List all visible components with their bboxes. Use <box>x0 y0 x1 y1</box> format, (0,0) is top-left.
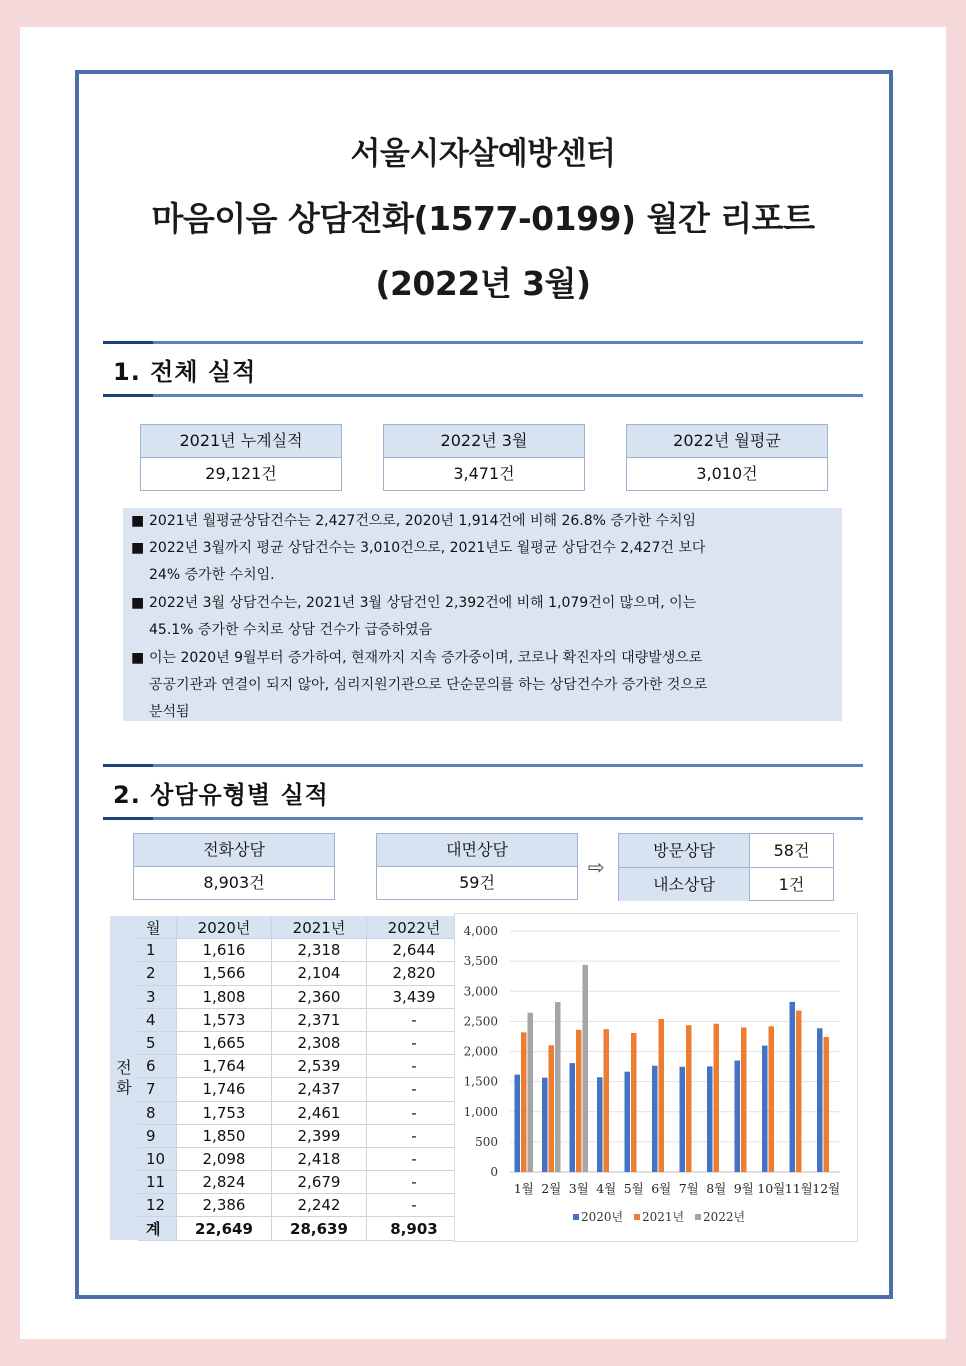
y-tick-label: 3,000 <box>463 984 498 999</box>
table-cell: 2,820 <box>367 962 462 985</box>
table-cell: 12 <box>138 1194 177 1217</box>
table-cell: 2,437 <box>272 1078 367 1101</box>
walkin-counseling-label: 내소상담 <box>619 868 750 901</box>
table-cell: 2,242 <box>272 1194 367 1217</box>
table-cell: 1,764 <box>177 1055 272 1078</box>
table-cell: 2,644 <box>367 939 462 962</box>
monthly-phone-table <box>110 916 461 1241</box>
table-header: 월 <box>138 916 177 939</box>
kpi-label: 2021년 누계실적 <box>141 425 341 458</box>
bar-2021년 <box>714 1024 720 1172</box>
table-cell: 1,566 <box>177 962 272 985</box>
table-cell: 6 <box>138 1055 177 1078</box>
table-row <box>110 1031 461 1054</box>
y-tick-label: 4,000 <box>463 924 498 938</box>
table-cell: 1,850 <box>177 1124 272 1147</box>
table-cell: 2,318 <box>272 939 367 962</box>
note-item <box>131 645 837 726</box>
section1-header <box>103 341 863 397</box>
bar-2020년 <box>515 1075 521 1172</box>
table-cell: 11 <box>138 1171 177 1194</box>
table-cell: 3 <box>138 985 177 1008</box>
face-counseling-label: 대면상담 <box>377 834 577 867</box>
report-title-line2: 마음이음 상담전화(1577-0199) 월간 리포트 <box>151 199 815 238</box>
bullet-square-icon: ■ <box>131 513 145 529</box>
table-cell: 2,539 <box>272 1055 367 1078</box>
visit-counseling-label: 방문상담 <box>619 834 750 867</box>
table-cell: 2,679 <box>272 1171 367 1194</box>
table-cell: 9 <box>138 1124 177 1147</box>
legend-swatch <box>634 1214 640 1220</box>
bar-2020년 <box>735 1061 741 1172</box>
table-total-cell: 계 <box>138 1217 177 1240</box>
phone-counseling-box <box>133 833 335 900</box>
bar-2022년 <box>555 1002 561 1172</box>
table-header: 2021년 <box>272 916 367 939</box>
note-text: 2022년 3월 상담건수는, 2021년 3월 상담건인 2,392건에 비해 1,079건이 많으며, 이는 <box>149 595 697 611</box>
table-row <box>110 985 461 1008</box>
table-cell: 2,461 <box>272 1101 367 1124</box>
table-row <box>110 1171 461 1194</box>
table-cell: 1 <box>138 939 177 962</box>
y-tick-label: 500 <box>475 1134 498 1149</box>
note-text-cont: 분석됨 <box>149 704 190 720</box>
x-tick-label: 1월 <box>513 1181 534 1196</box>
y-tick-label: 2,000 <box>463 1044 498 1059</box>
bar-2021년 <box>741 1027 747 1172</box>
bar-2020년 <box>680 1067 686 1172</box>
section2-title: 2. 상담유형별 실적 <box>113 781 329 809</box>
table-cell: 7 <box>138 1078 177 1101</box>
bar-2021년 <box>549 1045 555 1172</box>
x-tick-label: 7월 <box>678 1181 699 1196</box>
bar-2021년 <box>796 1011 802 1172</box>
table-cell: 1,808 <box>177 985 272 1008</box>
bar-2020년 <box>542 1078 548 1172</box>
table-cell: 4 <box>138 1008 177 1031</box>
table-row <box>110 1194 461 1217</box>
bar-2020년 <box>790 1002 796 1172</box>
table-cell: 2,104 <box>272 962 367 985</box>
y-tick-label: 1,500 <box>463 1074 498 1089</box>
legend-swatch <box>695 1214 701 1220</box>
face-counseling-value: 59건 <box>459 873 495 892</box>
section2-header <box>103 764 863 820</box>
table-cell: 2,418 <box>272 1147 367 1170</box>
report-title-line3: (2022년 3월) <box>375 264 591 303</box>
report-title-line1: 서울시자살예방센터 <box>350 136 616 172</box>
table-header: 2020년 <box>177 916 272 939</box>
bullet-square-icon: ■ <box>131 595 145 611</box>
bar-2021년 <box>576 1030 582 1172</box>
bar-2020년 <box>570 1063 576 1172</box>
bar-2021년 <box>769 1026 775 1172</box>
kpi-2021-total <box>140 424 342 491</box>
bar-2020년 <box>652 1066 658 1172</box>
table-cell: 2,360 <box>272 985 367 1008</box>
bar-2020년 <box>707 1066 713 1172</box>
bar-2022년 <box>528 1013 534 1172</box>
table-cell: 1,746 <box>177 1078 272 1101</box>
table-cell: 10 <box>138 1147 177 1170</box>
monthly-bar-chart <box>454 913 858 1242</box>
table-cell: - <box>367 1008 462 1031</box>
note-item <box>131 590 837 644</box>
x-tick-label: 12월 <box>812 1181 841 1196</box>
x-tick-label: 10월 <box>757 1181 786 1196</box>
table-cell: 2 <box>138 962 177 985</box>
bar-2022년 <box>583 965 589 1172</box>
table-cell: 2,371 <box>272 1008 367 1031</box>
bar-2021년 <box>659 1019 665 1172</box>
table-cell: 1,665 <box>177 1031 272 1054</box>
note-text-cont: 45.1% 증가한 수치로 상담 건수가 급증하였음 <box>149 622 433 638</box>
summary-notes <box>123 508 842 721</box>
table-row <box>110 939 461 962</box>
table-row <box>110 1008 461 1031</box>
note-text: 2021년 월평균상담건수는 2,427건으로, 2020년 1,914건에 비해 26.8% 증가한 수치임 <box>149 513 696 529</box>
note-text: 이는 2020년 9월부터 증가하여, 현재까지 지속 증가중이며, 코로나 확진자의 대량발생으로 <box>149 650 703 666</box>
x-tick-label: 2월 <box>541 1181 562 1196</box>
table-cell: - <box>367 1055 462 1078</box>
bar-2020년 <box>625 1072 631 1172</box>
kpi-value: 29,121건 <box>141 458 341 490</box>
table-cell: 5 <box>138 1031 177 1054</box>
table-cell: - <box>367 1078 462 1101</box>
visit-counseling-value: 58건 <box>773 841 810 860</box>
bar-2021년 <box>686 1025 692 1172</box>
table-total-row <box>110 1217 461 1240</box>
table-cell: - <box>367 1031 462 1054</box>
table-cell: - <box>367 1194 462 1217</box>
note-text: 2022년 3월까지 평균 상담건수는 3,010건으로, 2021년도 월평균 상담건수 2,427건 보다 <box>149 540 706 556</box>
note-text-cont: 24% 증가한 수치임. <box>149 567 275 583</box>
kpi-2022-monthly-avg <box>626 424 828 491</box>
kpi-value: 3,471건 <box>384 458 584 490</box>
table-cell: 2,399 <box>272 1124 367 1147</box>
x-tick-label: 6월 <box>651 1181 672 1196</box>
table-row <box>110 1055 461 1078</box>
x-tick-label: 9월 <box>733 1181 754 1196</box>
table-row <box>110 1101 461 1124</box>
note-item <box>131 535 837 589</box>
y-tick-label: 2,500 <box>463 1014 498 1029</box>
kpi-2022-march <box>383 424 585 491</box>
table-row <box>110 1124 461 1147</box>
bar-2021년 <box>521 1032 527 1172</box>
legend-swatch <box>573 1214 579 1220</box>
table-cell: - <box>367 1171 462 1194</box>
table-total-cell: 8,903 <box>367 1217 462 1240</box>
face-counseling-breakdown <box>618 833 834 901</box>
y-tick-label: 1,000 <box>463 1104 498 1119</box>
y-tick-label: 0 <box>490 1165 498 1179</box>
legend-label: 2022년 <box>703 1210 746 1224</box>
note-text-cont: 공공기관과 연결이 되지 않아, 심리지원기관으로 단순문의를 하는 상담건수가 증가한 것으로 <box>149 677 708 693</box>
table-header: 2022년 <box>367 916 462 939</box>
table-cell: 3,439 <box>367 985 462 1008</box>
bullet-square-icon: ■ <box>131 540 145 556</box>
table-cell: 2,386 <box>177 1194 272 1217</box>
x-tick-label: 4월 <box>596 1181 617 1196</box>
table-total-cell: 28,639 <box>272 1217 367 1240</box>
table-cell: - <box>367 1147 462 1170</box>
x-tick-label: 5월 <box>623 1181 644 1196</box>
table-cell: 1,753 <box>177 1101 272 1124</box>
face-counseling-box <box>376 833 578 900</box>
walkin-counseling-value: 1건 <box>778 875 805 894</box>
table-row <box>110 1078 461 1101</box>
table-cell: 1,573 <box>177 1008 272 1031</box>
section1-title: 1. 전체 실적 <box>113 358 257 386</box>
table-cell: 2,098 <box>177 1147 272 1170</box>
x-tick-label: 11월 <box>784 1181 813 1196</box>
bar-2020년 <box>597 1077 603 1172</box>
table-total-cell: 22,649 <box>177 1217 272 1240</box>
bar-2020년 <box>762 1046 768 1172</box>
table-cell: 8 <box>138 1101 177 1124</box>
table-header-row <box>110 916 461 939</box>
table-cell: 2,308 <box>272 1031 367 1054</box>
arrow-right-icon: ⇨ <box>588 855 605 879</box>
phone-counseling-value: 8,903건 <box>203 873 265 892</box>
legend-label: 2020년 <box>581 1210 624 1224</box>
bar-2021년 <box>604 1029 610 1172</box>
kpi-value: 3,010건 <box>627 458 827 490</box>
chart-svg <box>455 914 857 1241</box>
table-row <box>110 962 461 985</box>
legend-label: 2021년 <box>642 1210 685 1224</box>
x-tick-label: 8월 <box>706 1181 727 1196</box>
table-cell: - <box>367 1101 462 1124</box>
table-cell: - <box>367 1124 462 1147</box>
phone-counseling-label: 전화상담 <box>134 834 334 867</box>
x-tick-label: 3월 <box>568 1181 589 1196</box>
bullet-square-icon: ■ <box>131 650 145 666</box>
bar-2021년 <box>631 1033 637 1172</box>
bar-2020년 <box>817 1028 823 1172</box>
kpi-label: 2022년 월평균 <box>627 425 827 458</box>
table-row <box>110 1147 461 1170</box>
table-side-label: 전화 <box>110 916 138 1240</box>
table-cell: 1,616 <box>177 939 272 962</box>
bar-2021년 <box>824 1037 830 1172</box>
table-cell: 2,824 <box>177 1171 272 1194</box>
note-item <box>131 508 837 535</box>
kpi-label: 2022년 3월 <box>384 425 584 458</box>
y-tick-label: 3,500 <box>463 954 498 969</box>
